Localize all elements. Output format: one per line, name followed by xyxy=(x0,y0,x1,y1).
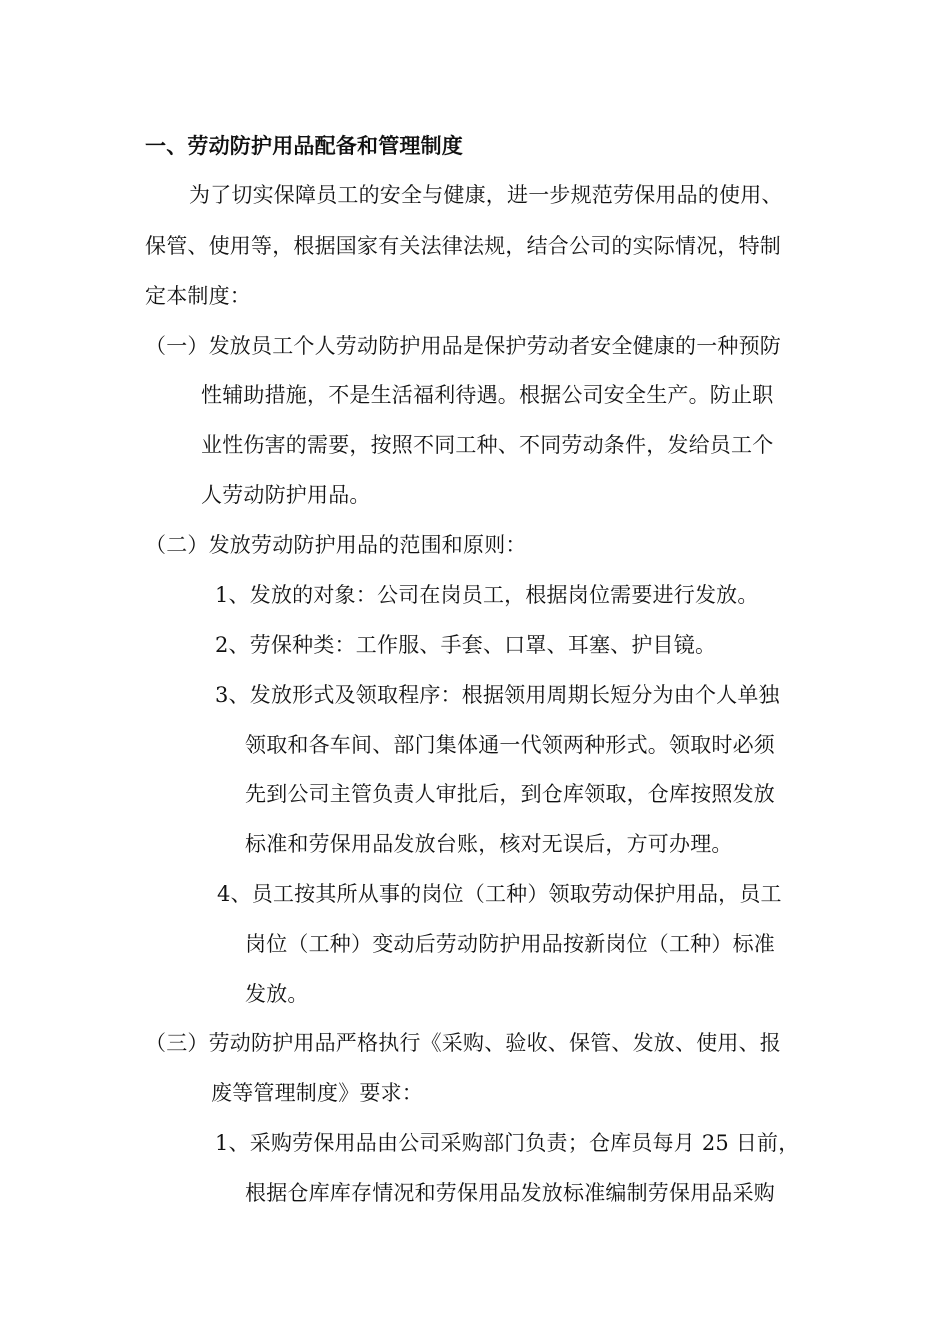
section1-line-2: 性辅助措施，不是生活福利待遇。根据公司安全生产。防止职 xyxy=(201,383,774,407)
intro-line-2: 保管、使用等，根据国家有关法律法规，结合公司的实际情况，特制 xyxy=(145,234,781,258)
section2-item-2: 2、劳保种类：工作服、手套、口罩、耳塞、护目镜。 xyxy=(215,633,717,657)
section1-line-1: （一）发放员工个人劳动防护用品是保护劳动者安全健康的一种预防 xyxy=(145,334,781,358)
section2-item-3-line-1: 3、发放形式及领取程序：根据领用周期长短分为由个人单独 xyxy=(215,683,780,707)
intro-line-1: 为了切实保障员工的安全与健康，进一步规范劳保用品的使用、 xyxy=(189,183,783,207)
section2-item-4-line-2: 岗位（工种）变动后劳动防护用品按新岗位（工种）标准 xyxy=(245,932,775,956)
section2-item-3-line-2: 领取和各车间、部门集体通一代领两种形式。领取时必须 xyxy=(245,733,775,757)
intro-line-3: 定本制度： xyxy=(145,284,251,308)
section1-line-3: 业性伤害的需要，按照不同工种、不同劳动条件，发给员工个 xyxy=(201,433,774,457)
section3-title-line-2: 废等管理制度》要求： xyxy=(211,1081,423,1105)
section2-item-4-line-3: 发放。 xyxy=(245,982,309,1006)
section2-item-3-line-4: 标准和劳保用品发放台账，核对无误后，方可办理。 xyxy=(245,832,733,856)
section-heading: 一、劳动防护用品配备和管理制度 xyxy=(145,134,463,158)
section2-title: （二）发放劳动防护用品的范围和原则： xyxy=(145,533,527,557)
section2-item-4-line-1: 4、员工按其所从事的岗位（工种）领取劳动保护用品，员工 xyxy=(217,882,782,906)
section1-line-4: 人劳动防护用品。 xyxy=(201,483,371,507)
section2-item-1: 1、发放的对象：公司在岗员工，根据岗位需要进行发放。 xyxy=(215,583,759,607)
section3-title-line-1: （三）劳动防护用品严格执行《采购、验收、保管、发放、使用、报 xyxy=(145,1031,781,1055)
section3-item-1-line-1: 1、采购劳保用品由公司采购部门负责；仓库员每月 25 日前， xyxy=(215,1131,800,1155)
section2-item-3-line-3: 先到公司主管负责人审批后，到仓库领取，仓库按照发放 xyxy=(245,782,775,806)
section3-item-1-line-2: 根据仓库库存情况和劳保用品发放标准编制劳保用品采购 xyxy=(245,1181,775,1205)
